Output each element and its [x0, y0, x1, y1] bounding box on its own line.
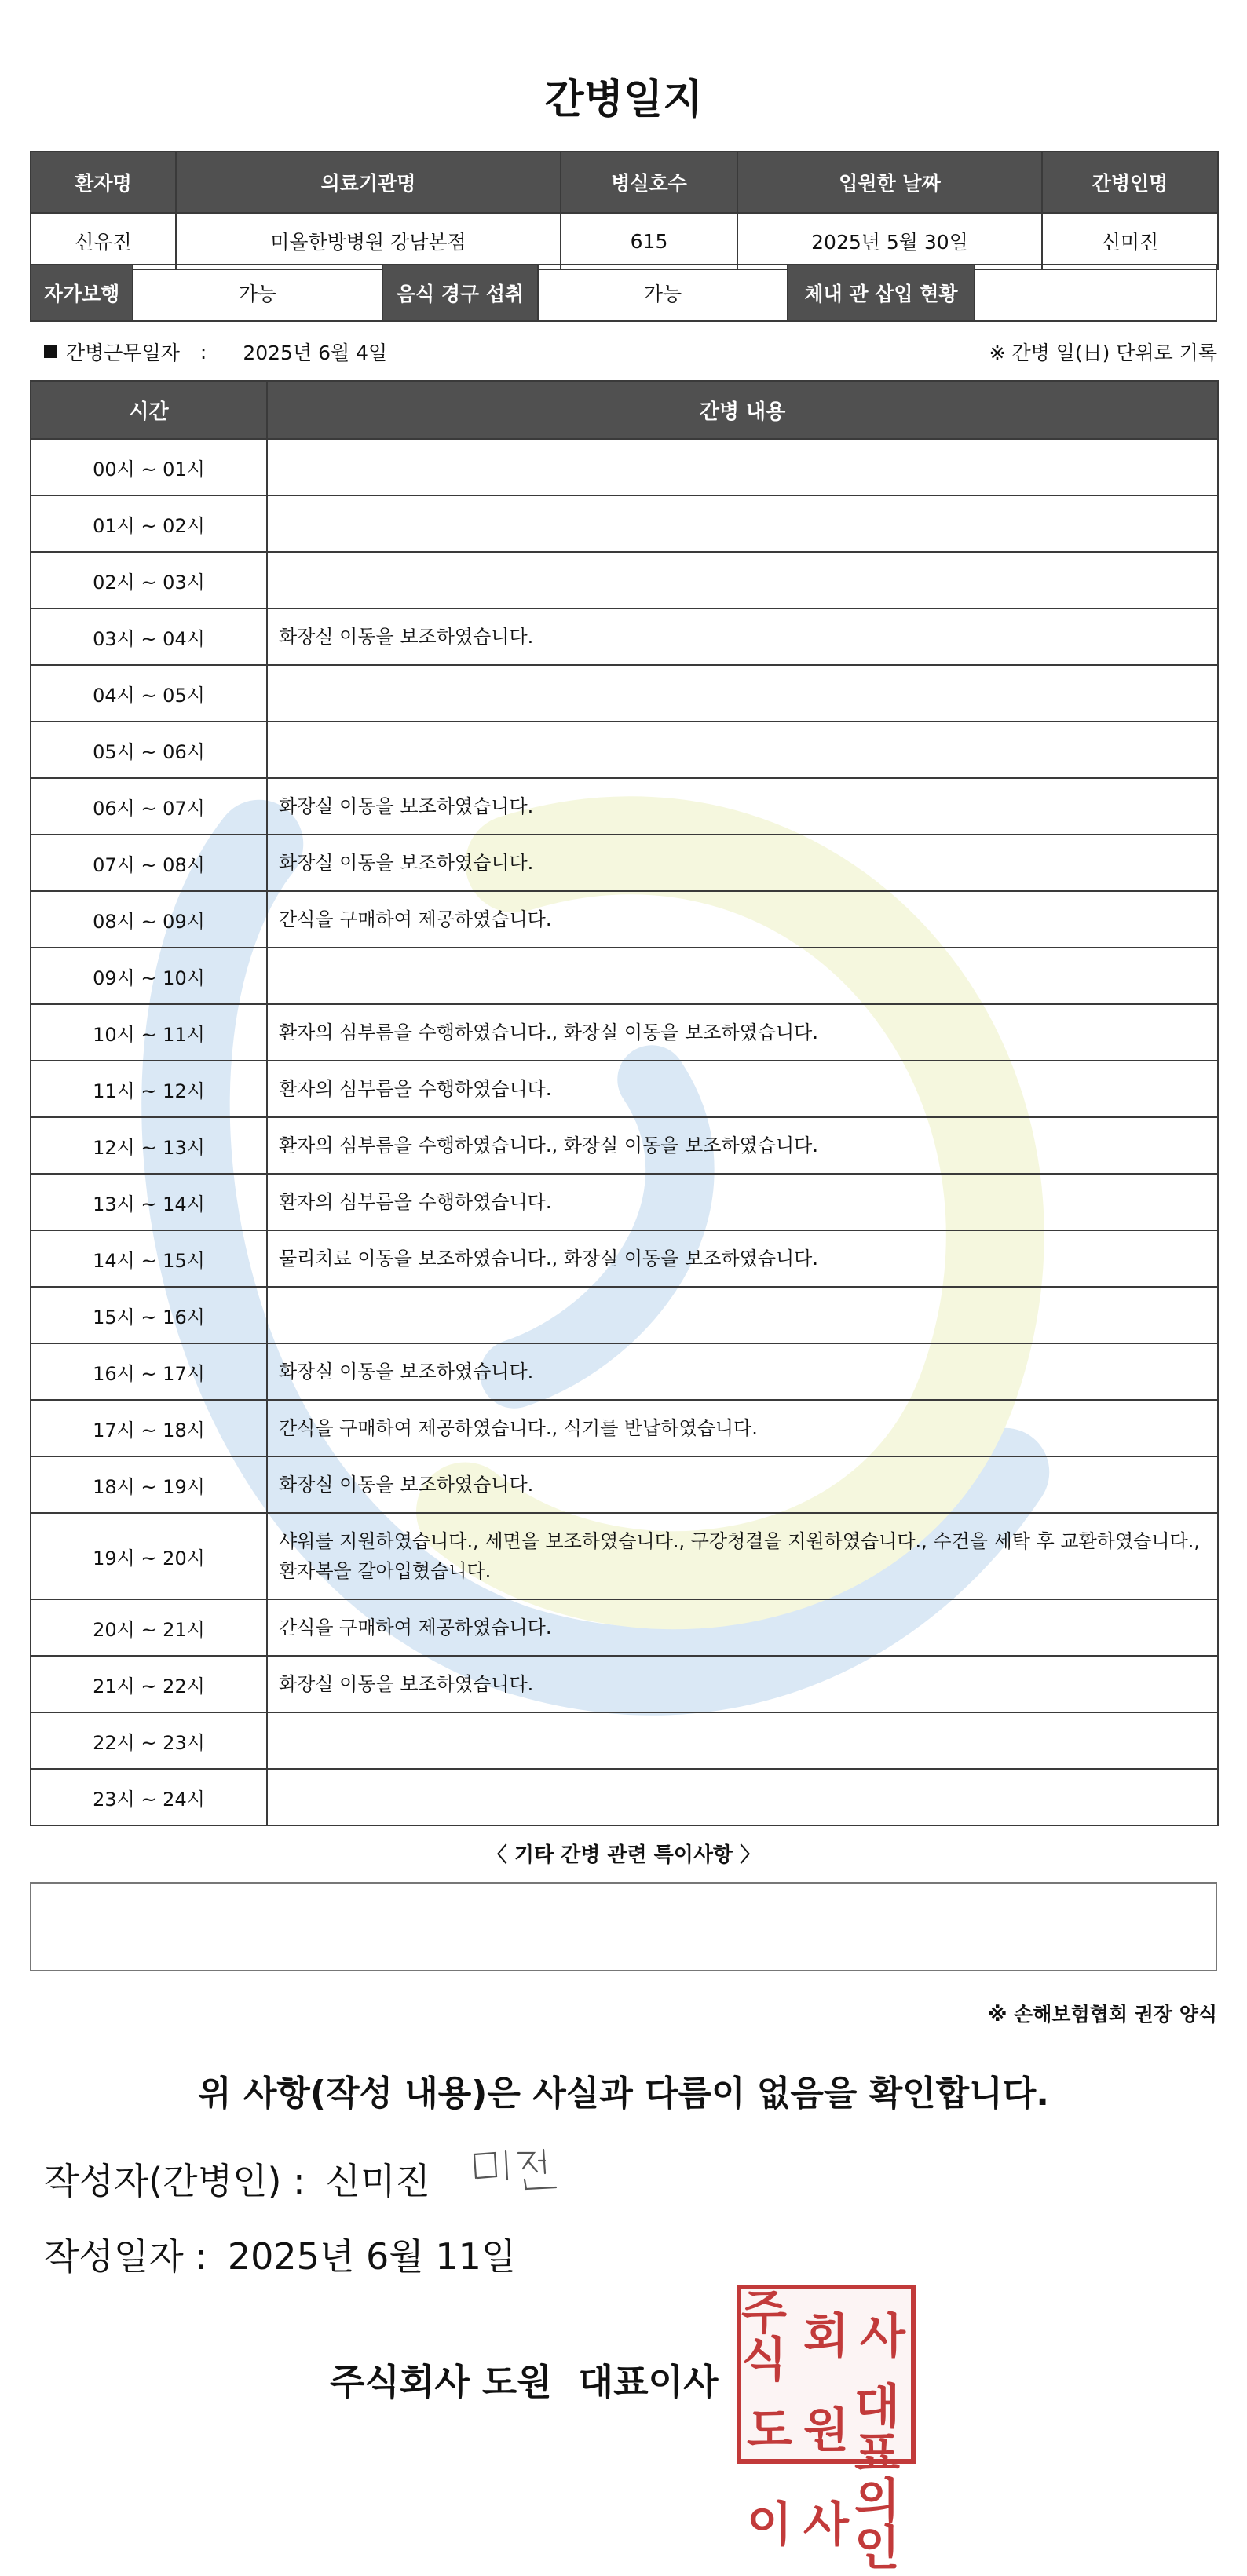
log-time: 02시 ~ 03시 — [31, 552, 267, 608]
special-notes-box — [30, 1882, 1217, 1971]
log-content: 환자의 심부름을 수행하였습니다., 화장실 이동을 보조하였습니다. — [267, 1117, 1218, 1174]
table-row — [31, 1456, 1218, 1513]
bullet-square-icon — [44, 345, 57, 358]
log-time: 03시 ~ 04시 — [31, 608, 267, 665]
log-time: 05시 ~ 06시 — [31, 722, 267, 778]
log-time: 09시 ~ 10시 — [31, 948, 267, 1004]
header-caregiver-name: 간병인명 — [1042, 152, 1218, 213]
document-title: 간병일지 — [544, 76, 703, 123]
log-time: 06시 ~ 07시 — [31, 778, 267, 835]
table-row — [31, 665, 1218, 722]
log-content: 환자의 심부름을 수행하였습니다., 화장실 이동을 보조하였습니다. — [267, 1004, 1218, 1061]
log-time: 12시 ~ 13시 — [31, 1117, 267, 1174]
table-row — [31, 1400, 1218, 1456]
self-walk-value: 가능 — [133, 265, 383, 320]
unit-note: ※ 간병 일(日) 단위로 기록 — [989, 342, 1217, 364]
table-row — [31, 835, 1218, 891]
log-content — [267, 948, 1218, 1004]
log-content: 화장실 이동을 보조하였습니다. — [267, 608, 1218, 665]
writer-name: 신미진 — [325, 2160, 430, 2202]
table-row — [31, 552, 1218, 608]
log-time: 04시 ~ 05시 — [31, 665, 267, 722]
company-ceo-title: 대표이사 — [578, 2361, 719, 2403]
writer-label: 작성자(간병인) : — [44, 2160, 305, 2202]
tube-insertion-value — [975, 265, 1216, 320]
tube-insertion-label: 체내 관 삽입 현황 — [788, 265, 975, 320]
written-date-label: 작성일자 : — [44, 2235, 207, 2278]
table-row — [31, 1117, 1218, 1174]
table-row — [31, 1230, 1218, 1287]
log-time: 17시 ~ 18시 — [31, 1400, 267, 1456]
room-number: 615 — [561, 213, 737, 269]
admission-date: 2025년 5월 30일 — [737, 213, 1042, 269]
log-time: 21시 ~ 22시 — [31, 1656, 267, 1712]
patient-status-row — [30, 264, 1217, 322]
table-row — [31, 1343, 1218, 1400]
patient-name: 신유진 — [31, 213, 176, 269]
log-time: 11시 ~ 12시 — [31, 1061, 267, 1117]
caregiver-name: 신미진 — [1042, 213, 1218, 269]
written-date-line — [44, 2228, 516, 2280]
table-row — [31, 1513, 1218, 1599]
header-care-content: 간병 내용 — [267, 381, 1218, 439]
oral-intake-value: 가능 — [539, 265, 788, 320]
log-time: 22시 ~ 23시 — [31, 1712, 267, 1769]
association-note: ※ 손해보험협회 권장 양식 — [988, 2003, 1217, 2026]
log-content: 간식을 구매하여 제공하였습니다. — [267, 1599, 1218, 1656]
care-log-body — [31, 439, 1218, 1825]
table-row — [31, 1004, 1218, 1061]
table-row — [31, 1061, 1218, 1117]
header-room-number: 병실호수 — [561, 152, 737, 213]
table-row — [31, 439, 1218, 495]
header-hospital-name: 의료기관명 — [176, 152, 561, 213]
table-row — [31, 778, 1218, 835]
table-row — [31, 1174, 1218, 1230]
log-content — [267, 665, 1218, 722]
hospital-name: 미올한방병원 강남본점 — [176, 213, 561, 269]
log-time: 07시 ~ 08시 — [31, 835, 267, 891]
log-time: 19시 ~ 20시 — [31, 1513, 267, 1599]
handwritten-signature-icon — [468, 2143, 570, 2198]
work-date-label: 간병근무일자 — [66, 342, 180, 364]
table-row — [31, 608, 1218, 665]
log-time: 01시 ~ 02시 — [31, 495, 267, 552]
log-content: 간식을 구매하여 제공하였습니다. — [267, 891, 1218, 948]
work-date-line — [44, 338, 387, 366]
table-row — [31, 948, 1218, 1004]
log-content: 환자의 심부름을 수행하였습니다. — [267, 1061, 1218, 1117]
log-content: 간식을 구매하여 제공하였습니다., 식기를 반납하였습니다. — [267, 1400, 1218, 1456]
log-content: 화장실 이동을 보조하였습니다. — [267, 835, 1218, 891]
log-content: 물리치료 이동을 보조하였습니다., 화장실 이동을 보조하였습니다. — [267, 1230, 1218, 1287]
work-date-value: 2025년 6월 4일 — [243, 342, 388, 364]
log-content: 화장실 이동을 보조하였습니다. — [267, 1656, 1218, 1712]
table-row — [31, 1656, 1218, 1712]
self-walk-label: 자가보행 — [31, 265, 133, 320]
confirmation-statement: 위 사항(작성 내용)은 사실과 다름이 없음을 확인합니다. — [198, 2074, 1049, 2114]
log-time: 10시 ~ 11시 — [31, 1004, 267, 1061]
table-row — [31, 1712, 1218, 1769]
log-content — [267, 439, 1218, 495]
special-notes-title: 〈 기타 간병 관련 특이사항 〉 — [486, 1843, 761, 1867]
log-content — [267, 1769, 1218, 1825]
log-time: 00시 ~ 01시 — [31, 439, 267, 495]
table-row — [31, 722, 1218, 778]
log-time: 20시 ~ 21시 — [31, 1599, 267, 1656]
log-content: 화장실 이동을 보조하였습니다. — [267, 1456, 1218, 1513]
company-line — [330, 2354, 718, 2406]
oral-intake-label: 음식 경구 섭취 — [383, 265, 539, 320]
log-content: 화장실 이동을 보조하였습니다. — [267, 1343, 1218, 1400]
table-row — [31, 1599, 1218, 1656]
log-time: 08시 ~ 09시 — [31, 891, 267, 948]
work-date-colon: : — [199, 340, 207, 364]
header-admission-date: 입원한 날짜 — [737, 152, 1042, 213]
log-content — [267, 495, 1218, 552]
log-time: 23시 ~ 24시 — [31, 1769, 267, 1825]
log-content — [267, 722, 1218, 778]
log-content — [267, 1287, 1218, 1343]
header-time: 시간 — [31, 381, 267, 439]
table-row — [31, 495, 1218, 552]
table-row — [31, 1287, 1218, 1343]
company-seal-stamp: 주식 회 사 도 원 대표 이 사 의인 — [737, 2285, 916, 2464]
patient-info-table — [30, 151, 1219, 270]
log-time: 16시 ~ 17시 — [31, 1343, 267, 1400]
log-time: 14시 ~ 15시 — [31, 1230, 267, 1287]
log-content — [267, 552, 1218, 608]
log-content — [267, 1712, 1218, 1769]
table-row — [31, 891, 1218, 948]
writer-line — [44, 2153, 430, 2205]
header-patient-name: 환자명 — [31, 152, 176, 213]
log-time: 18시 ~ 19시 — [31, 1456, 267, 1513]
log-time: 15시 ~ 16시 — [31, 1287, 267, 1343]
company-name: 주식회사 도원 — [330, 2361, 552, 2403]
log-content: 환자의 심부름을 수행하였습니다. — [267, 1174, 1218, 1230]
log-content: 화장실 이동을 보조하였습니다. — [267, 778, 1218, 835]
table-row — [31, 1769, 1218, 1825]
care-log-table — [30, 380, 1219, 1826]
log-content: 샤워를 지원하였습니다., 세면을 보조하였습니다., 구강청결을 지원하였습니다., 수건을 세탁 후 교환하였습니다., 환자복을 갈아입혔습니다. — [267, 1513, 1218, 1599]
log-time: 13시 ~ 14시 — [31, 1174, 267, 1230]
written-date-value: 2025년 6월 11일 — [227, 2235, 517, 2278]
